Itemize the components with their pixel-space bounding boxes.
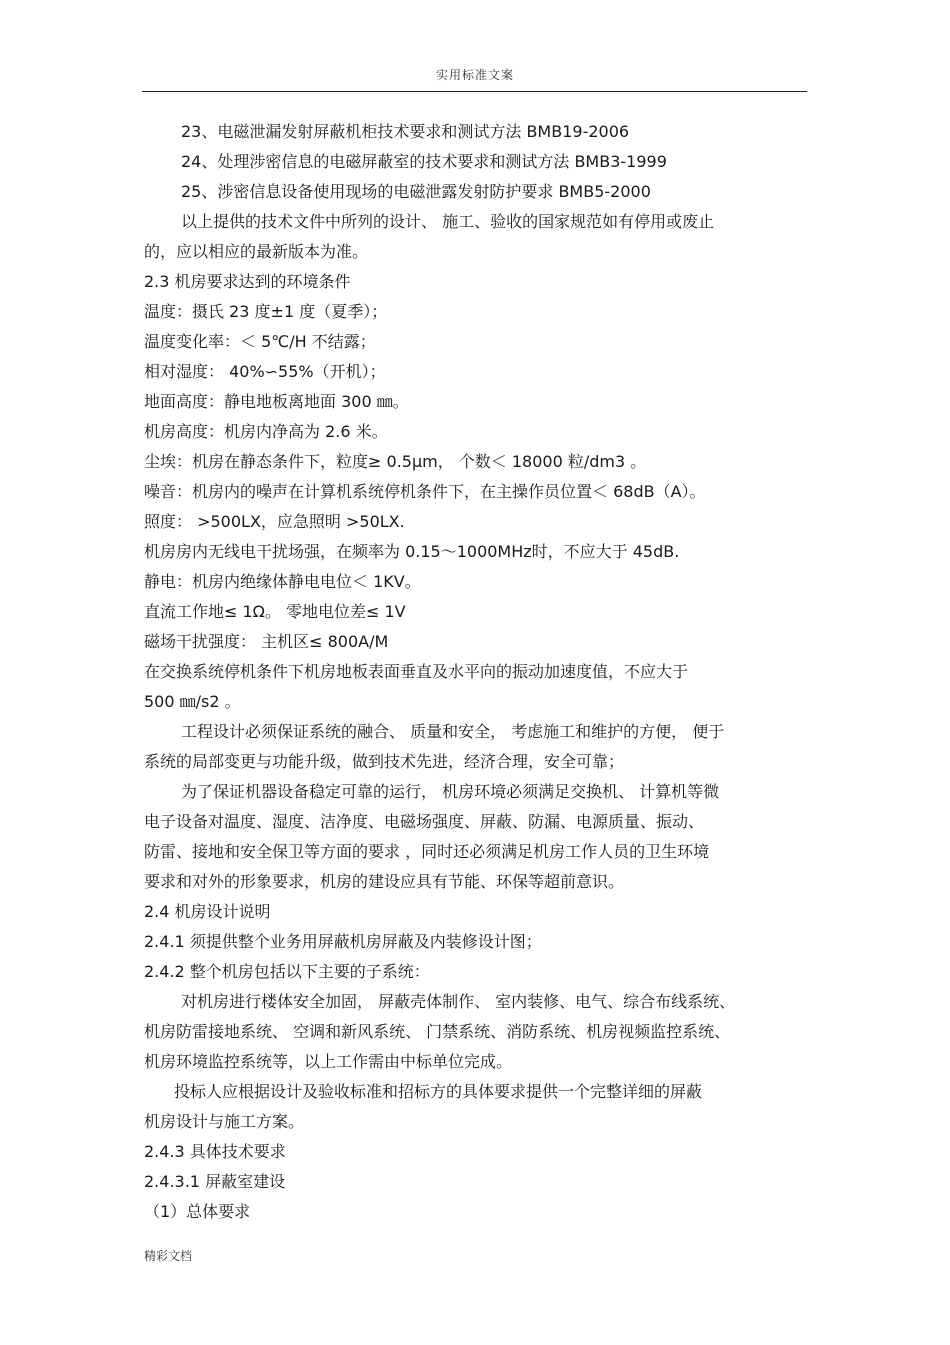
text-line: 磁场干扰强度： 主机区≤ 800A/M	[144, 632, 389, 651]
text-line: 的，应以相应的最新版本为准。	[144, 242, 369, 261]
text-line: 机房高度：机房内净高为 2.6 米。	[144, 422, 388, 441]
text-line: 机房环境监控系统等，以上工作需由中标单位完成。	[144, 1052, 513, 1071]
text-line: 23、电磁泄漏发射屏蔽机柜技术要求和测试方法 BMB19-2006	[181, 122, 630, 141]
text-line: 防雷、接地和安全保卫等方面的要求 ，同时还必须满足机房工作人员的卫生环境	[144, 842, 710, 861]
page-footer-label: 精彩文档	[144, 1249, 193, 1263]
text-line: 照度： >500LX，应急照明 >50LX.	[144, 512, 405, 531]
text-line: 温度变化率：＜ 5℃/H 不结露；	[144, 332, 376, 351]
text-line: 机房房内无线电干扰场强，在频率为 0.15～1000MHz时，不应大于 45dB.	[144, 542, 680, 561]
text-line: 2.3 机房要求达到的环境条件	[144, 272, 351, 291]
text-line: 2.4.1 须提供整个业务用屏蔽机房屏蔽及内装修设计图；	[144, 932, 542, 951]
text-line: 2.4 机房设计说明	[144, 902, 271, 921]
text-line: 500 ㎜/s2 。	[144, 692, 241, 711]
text-line: 温度：摄氏 23 度±1 度（夏季）；	[144, 302, 388, 321]
text-line: 对机房进行楼体安全加固， 屏蔽壳体制作、 室内装修、电气、综合布线系统、	[181, 992, 736, 1011]
text-line: 工程设计必须保证系统的融合、 质量和安全， 考虑施工和维护的方便， 便于	[181, 722, 725, 741]
text-line: 要求和对外的形象要求，机房的建设应具有节能、环保等超前意识。	[144, 872, 625, 891]
text-line: 在交换系统停机条件下机房地板表面垂直及水平向的振动加速度值，不应大于	[144, 662, 689, 681]
text-line: 2.4.3 具体技术要求	[144, 1142, 286, 1161]
text-line: 静电：机房内绝缘体静电电位＜ 1KV。	[144, 572, 421, 591]
text-line: 2.4.3.1 屏蔽室建设	[144, 1172, 286, 1191]
text-line: 投标人应根据设计及验收标准和招标方的具体要求提供一个完整详细的屏蔽	[174, 1082, 703, 1101]
text-line: 地面高度：静电地板离地面 300 ㎜。	[144, 392, 409, 411]
text-line: 电子设备对温度、湿度、洁净度、电磁场强度、屏蔽、防漏、电源质量、振动、	[144, 812, 705, 831]
text-line: 机房防雷接地系统、 空调和新风系统、 门禁系统、消防系统、机房视频监控系统、	[144, 1022, 731, 1041]
text-line: 相对湿度： 40%∽55%（开机）；	[144, 362, 386, 381]
text-line: 系统的局部变更与功能升级，做到技术先进，经济合理，安全可靠；	[144, 752, 625, 771]
text-line: 机房设计与施工方案。	[144, 1112, 305, 1131]
text-line: （1）总体要求	[144, 1202, 251, 1221]
text-line: 直流工作地≤ 1Ω。 零地电位差≤ 1V	[144, 602, 406, 621]
text-line: 2.4.2 整个机房包括以下主要的子系统：	[144, 962, 430, 981]
text-line: 尘埃：机房在静态条件下，粒度≥ 0.5μm， 个数＜ 18000 粒/dm3 。	[144, 452, 647, 471]
text-line: 噪音：机房内的噪声在计算机系统停机条件下，在主操作员位置＜ 68dB（A）。	[144, 482, 706, 501]
text-line: 为了保证机器设备稳定可靠的运行， 机房环境必须满足交换机、 计算机等微	[181, 782, 720, 801]
text-line: 25、涉密信息设备使用现场的电磁泄露发射防护要求 BMB5-2000	[181, 182, 651, 201]
text-line: 以上提供的技术文件中所列的设计、 施工、验收的国家规范如有停用或废止	[181, 212, 715, 231]
text-line: 24、处理涉密信息的电磁屏蔽室的技术要求和测试方法 BMB3-1999	[181, 152, 667, 171]
header-divider	[142, 91, 807, 92]
page-header-title: 实用标准文案	[435, 68, 514, 82]
document-body	[144, 117, 809, 1227]
